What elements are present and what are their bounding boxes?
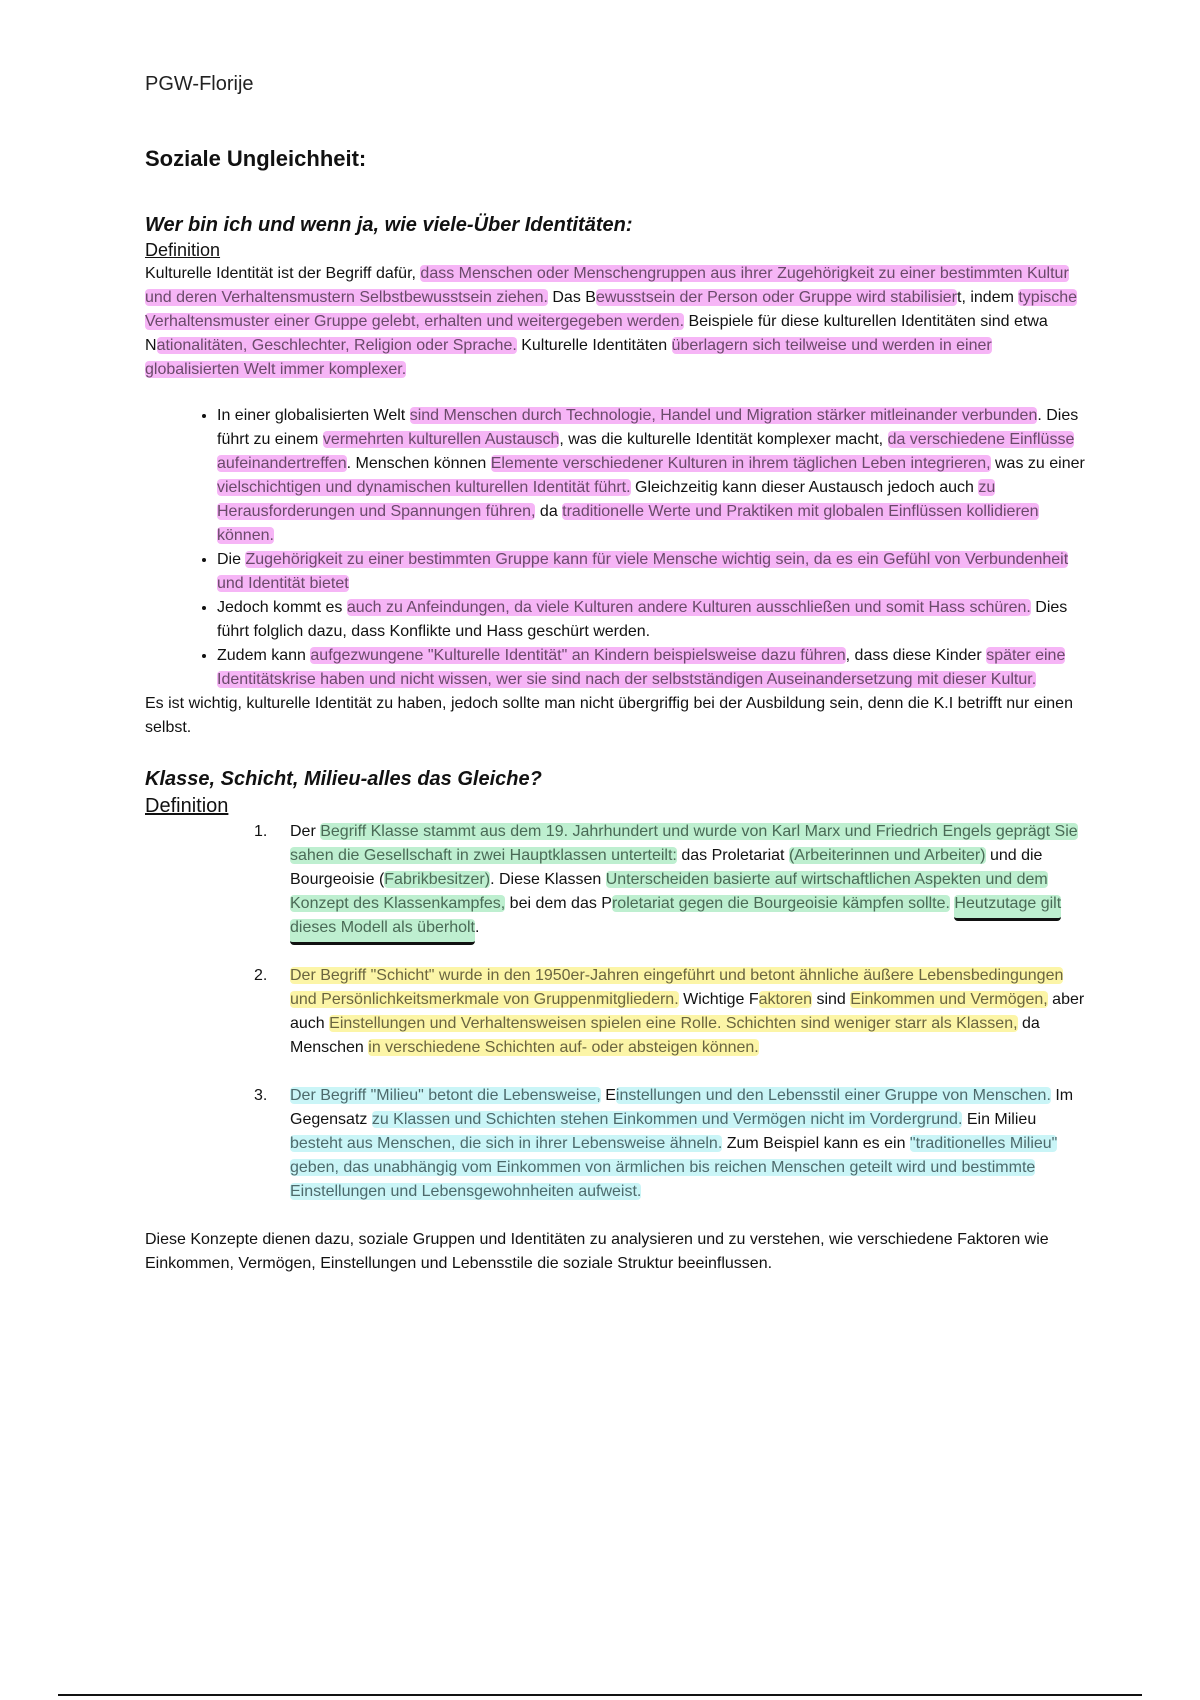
text-segment: sind (812, 991, 851, 1008)
section1-intro (145, 262, 1090, 382)
text-segment: , was die kulturelle Identität komplexer macht, (559, 431, 888, 448)
highlight-green-underlined: Heutzutage gilt dieses Modell als überholt (290, 895, 1061, 945)
highlight-pink: ationalitäten, Geschlechter, Religion oder Sprache. (156, 337, 517, 354)
text-segment: t, indem (957, 289, 1019, 306)
text-segment: da (535, 503, 563, 520)
section2-conclusion: Diese Konzepte dienen dazu, soziale Gruppen und Identitäten zu analysieren und zu verstehen, wie verschiedene Faktoren wie Einkommen, Vermögen, Einstellungen und Lebensstile die soziale Struktur beeinflussen. (145, 1231, 1049, 1272)
text-segment: Ein Milieu (962, 1111, 1037, 1128)
text-segment: Jedoch kommt es (217, 599, 347, 616)
list-number: 2. (254, 967, 268, 984)
highlight-pink: dass Menschen oder Menschengruppen aus ihrer Zugehörigkeit zu einer bestimmten Kultur und deren Verhaltensmustern Selbstbewusstsein ziehen. (145, 265, 1069, 306)
page-title: Soziale Ungleichheit: (145, 146, 367, 171)
page-bottom-divider (58, 1694, 1142, 1696)
highlight-pink: typische Verhaltensmuster einer Gruppe gelebt, erhalten und weitergegeben werden. (145, 289, 1078, 330)
text-segment: . Menschen können (346, 455, 491, 472)
section2-heading: Klasse, Schicht, Milieu-alles das Gleiche? (145, 768, 542, 790)
section1-heading: Wer bin ich und wenn ja, wie viele-Über Identitäten: (145, 214, 633, 236)
highlight-pink: sind Menschen durch Technologie, Handel und Migration stärker mitleinander verbunden (409, 407, 1038, 424)
highlight-pink: Elemente verschiedener Kulturen in ihrem täglichen Leben integrieren, (490, 455, 991, 472)
highlight-pink: vielschichtigen und dynamischen kulturellen Identität führt. (217, 479, 631, 496)
text-segment: Dies führt folglich dazu, dass Konflikte und Hass geschürt werden. (217, 599, 1068, 640)
highlight-green: Fabrikbesitzer) (384, 871, 491, 888)
list-item (217, 596, 1090, 644)
highlight-yellow: in verschiedene Schichten auf- oder absteigen können. (368, 1039, 759, 1056)
highlight-pink: da verschiedene Einflüsse aufeinandertreffen (217, 431, 1075, 472)
highlight-pink: auch zu Anfeindungen, da viele Kulturen andere Kulturen ausschließen und somit Hass schüren. (346, 599, 1031, 616)
highlight-yellow: Einstellungen und Verhaltensweisen spielen eine Rolle. Schichten sind weniger starr als Klassen, (329, 1015, 1018, 1032)
text-segment: In einer globalisierten Welt (217, 407, 410, 424)
text-segment: Wichtige F (678, 991, 759, 1008)
text-segment: . Dies führt zu einem (217, 407, 1079, 448)
text-segment: und die Bourgeoisie ( (290, 847, 1043, 888)
highlight-green: Begriff Klasse stammt aus dem 19. Jahrhundert und wurde von Karl Marx und Friedrich Engels geprägt Sie sahen die Gesellschaft in zwei Hauptklassen unterteilt: (290, 823, 1078, 864)
section2-numbered-list (145, 820, 1090, 1204)
highlight-cyan: besteht aus Menschen, die sich in ihrer Lebensweise ähneln. (290, 1135, 723, 1152)
text-segment: Kulturelle Identitäten (516, 337, 672, 354)
list-number: 3. (254, 1087, 268, 1104)
text-segment: was zu einer (990, 455, 1085, 472)
section1-definition-label: Definition (145, 240, 221, 260)
text-segment: . Diese Klassen (490, 871, 606, 888)
highlight-green: Unterscheiden basierte auf wirtschaftlichen Aspekten und dem Konzept des Klassenkampfes, (290, 871, 1048, 912)
highlight-green: roletariat gegen die Bourgeoisie kämpfen sollte. (611, 895, 950, 912)
list-item (217, 548, 1090, 596)
highlight-pink: zu Herausforderungen und Spannungen führen, (217, 479, 996, 520)
highlight-cyan: instellungen und den Lebensstil einer Gruppe von Menschen. (615, 1087, 1051, 1104)
text-segment: . (475, 919, 480, 936)
highlight-pink: traditionelle Werte und Praktiken mit globalen Einflüssen kollidieren können. (217, 503, 1039, 544)
highlight-yellow: Einkommen und Vermögen, (850, 991, 1048, 1008)
text-segment: da Menschen (290, 1015, 1040, 1056)
highlight-cyan: "traditionelles Milieu" geben, das unabhängig vom Einkommen von ärmlichen bis reichen Menschen geteilt wird und bestimmte Einstellungen und Lebensgewohnheiten aufweist. (290, 1135, 1058, 1200)
highlight-pink: ewusstsein der Person oder Gruppe wird stabilisier (595, 289, 957, 306)
list-number: 1. (254, 823, 268, 840)
author-header: PGW-Florije (145, 73, 254, 95)
text-segment: Die (217, 551, 246, 568)
list-item (254, 820, 1090, 940)
list-item (217, 404, 1090, 548)
list-item (217, 644, 1090, 692)
section2-definition-label: Definition (145, 795, 229, 817)
highlight-pink: überlagern sich teilweise und werden in einer globalisierten Welt immer komplexer. (145, 337, 992, 378)
text-segment: Kulturelle Identität ist der Begriff dafür, (145, 265, 421, 282)
text-segment: aber auch (290, 991, 1085, 1032)
highlight-yellow: aktoren (758, 991, 813, 1008)
text-segment: das Proletariat (676, 847, 789, 864)
text-segment: , dass diese Kinder (845, 647, 987, 664)
highlight-green: (Arbeiterinnen und Arbeiter) (788, 847, 986, 864)
text-segment: Gleichzeitig kann dieser Austausch jedoch auch (630, 479, 979, 496)
text-segment: Das B (547, 289, 596, 306)
text-segment: Der (290, 823, 321, 840)
text-segment: Zum Beispiel kann es ein (722, 1135, 910, 1152)
document-page (145, 70, 1090, 1276)
highlight-cyan: Der Begriff "Milieu" betont die Lebensweise, (290, 1087, 601, 1104)
highlight-pink: aufgezwungene "Kulturelle Identität" an Kindern beispielsweise dazu führen (310, 647, 846, 664)
text-segment: Beispiele für diese kulturellen Identitäten sind etwa N (145, 313, 1048, 354)
highlight-yellow: Der Begriff "Schicht" wurde in den 1950er-Jahren eingeführt und betont ähnliche äußere Lebensbedingungen und Persönlichkeitsmerkmale von Gruppenmitgliedern. (290, 967, 1064, 1008)
highlight-pink: Zugehörigkeit zu einer bestimmten Gruppe kann für viele Mensche wichtig sein, da es ein Gefühl von Verbundenheit und Identität bietet (217, 551, 1069, 592)
list-item (254, 964, 1090, 1060)
highlight-pink: später eine Identitätskrise haben und nicht wissen, wer sie sind nach der selbstständigen Auseinandersetzung mit dieser Kultur. (217, 647, 1066, 688)
text-segment: Zudem kann (217, 647, 311, 664)
highlight-pink: vermehrten kulturellen Austausch (322, 431, 560, 448)
section1-bullet-list (145, 404, 1090, 692)
text-segment: E (600, 1087, 616, 1104)
text-segment: bei dem das P (505, 895, 612, 912)
section1-conclusion: Es ist wichtig, kulturelle Identität zu haben, jedoch sollte man nicht übergriffig bei der Ausbildung sein, denn die K.I betrifft nur einen selbst. (145, 695, 1073, 736)
list-item (254, 1084, 1090, 1204)
text-segment: Im Gegensatz (290, 1087, 1074, 1128)
highlight-cyan: zu Klassen und Schichten stehen Einkommen und Vermögen nicht im Vordergrund. (371, 1111, 963, 1128)
